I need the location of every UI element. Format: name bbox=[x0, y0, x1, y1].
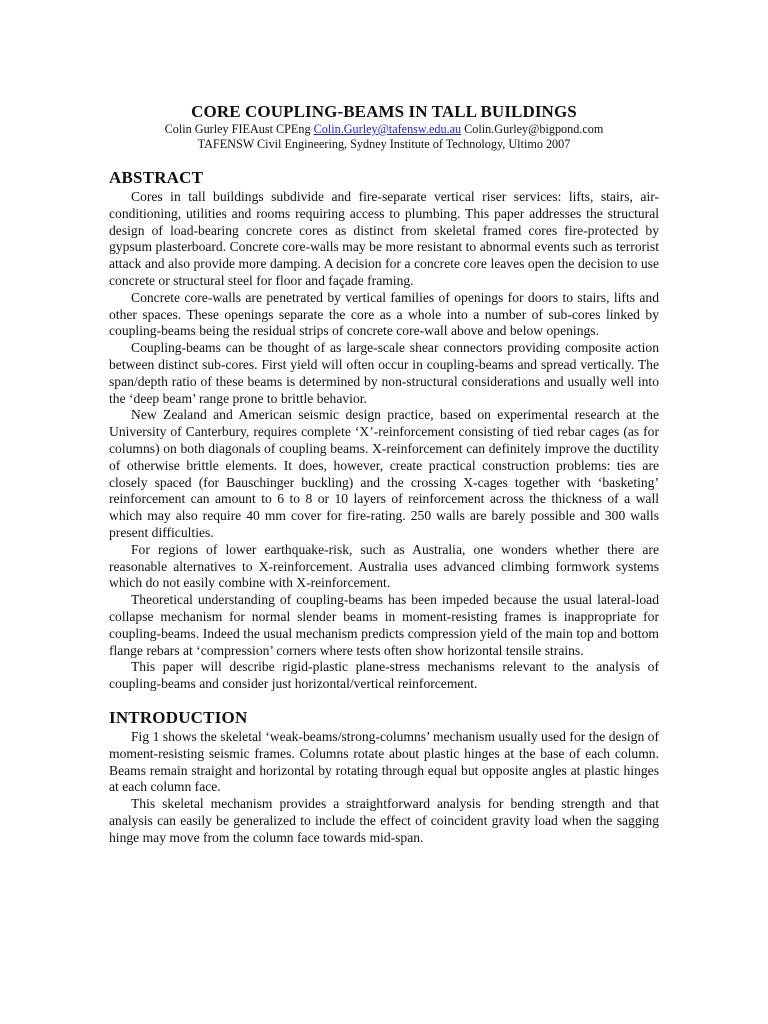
paper-title: CORE COUPLING-BEAMS IN TALL BUILDINGS bbox=[191, 102, 577, 121]
abstract-paragraph: This paper will describe rigid-plastic plane-stress mechanisms relevant to the analysis of coupling-beams and consider just horizontal/vertical reinforcement. bbox=[109, 659, 659, 692]
abstract-paragraph: Coupling-beams can be thought of as large-scale shear connectors providing composite action between distinct sub-cores. First yield will often occur in coupling-beams and spread vertically. The span/depth ratio of these beams is determined by non-structural considerations and usually well into the ‘deep beam’ range prone to brittle behavior. bbox=[109, 340, 659, 406]
abstract-paragraph: Cores in tall buildings subdivide and fire-separate vertical riser services: lifts, stairs, air-conditioning, utilities and rooms requiring access to plumbing. This paper addresses the structural design of load-bearing concrete cores as distinct from skeletal framed cores fire-protected by gypsum plasterboard. Concrete core-walls may be more resistant to abnormal events such as terrorist attack and also provide more damping. A decision for a concrete core leaves open the decision to use concrete or structural steel for floor and façade framing. bbox=[109, 189, 659, 288]
introduction-paragraph: Fig 1 shows the skeletal ‘weak-beams/strong-columns’ mechanism usually used for the design of moment-resisting seismic frames. Columns rotate about plastic hinges at the base of each column. Beams remain straight and horizontal by rotating through equal but opposite angles at plastic hinges at each column face. bbox=[109, 728, 659, 795]
affiliation: TAFENSW Civil Engineering, Sydney Institute of Technology, Ultimo 2007 bbox=[197, 137, 571, 151]
introduction-paragraph: This skeletal mechanism provides a straightforward analysis for bending strength and that analysis can easily be generalized to include the effect of coincident gravity load when the sagging hinge may move from the column face towards mid-span. bbox=[109, 796, 659, 845]
author-name: Colin Gurley FIEAust CPEng bbox=[164, 122, 314, 136]
abstract-paragraph: Concrete core-walls are penetrated by vertical families of openings for doors to stairs, lifts and other spaces. These openings separate the core as a whole into a number of sub-cores linked by coupling-beams being the residual strips of concrete core-wall above and below openings. bbox=[109, 289, 659, 339]
abstract-paragraph: Theoretical understanding of coupling-beams has been impeded because the usual lateral-load collapse mechanism for normal slender beams in moment-resisting frames is inappropriate for coupling-beams. Indeed the usual mechanism predicts compression yield of the main top and bottom flange rebars at ‘compression’ corners where tests often show horizontal tensile strains. bbox=[109, 592, 659, 658]
author-email-link[interactable]: Colin.Gurley@tafensw.edu.au bbox=[313, 122, 462, 136]
author-line bbox=[109, 122, 659, 137]
author-alt-email: Colin.Gurley@bigpond.com bbox=[461, 122, 604, 136]
introduction-heading: INTRODUCTION bbox=[109, 707, 248, 727]
abstract-paragraph: For regions of lower earthquake-risk, such as Australia, one wonders whether there are reasonable alternatives to X-reinforcement. Australia uses advanced climbing formwork systems which do not easily combine with X-reinforcement. bbox=[109, 541, 659, 591]
abstract-heading: ABSTRACT bbox=[109, 168, 204, 187]
abstract-paragraph: New Zealand and American seismic design practice, based on experimental research at the University of Canterbury, requires complete ‘X’-reinforcement consisting of tied rebar cages (as for columns) on both diagonals of coupling beams. X-reinforcement can definitely improve the ductility of otherwise brittle elements. It does, however, create practical construction problems: ties are closely spaced (for Bauschinger buckling) and the crossing X-cages together with ‘basketing’ reinforcement can amount to 6 to 8 or 10 layers of reinforcement across the thickness of a wall which may also require 40 mm cover for fire-rating. 250 walls are barely possible and 300 walls present difficulties. bbox=[109, 407, 659, 540]
